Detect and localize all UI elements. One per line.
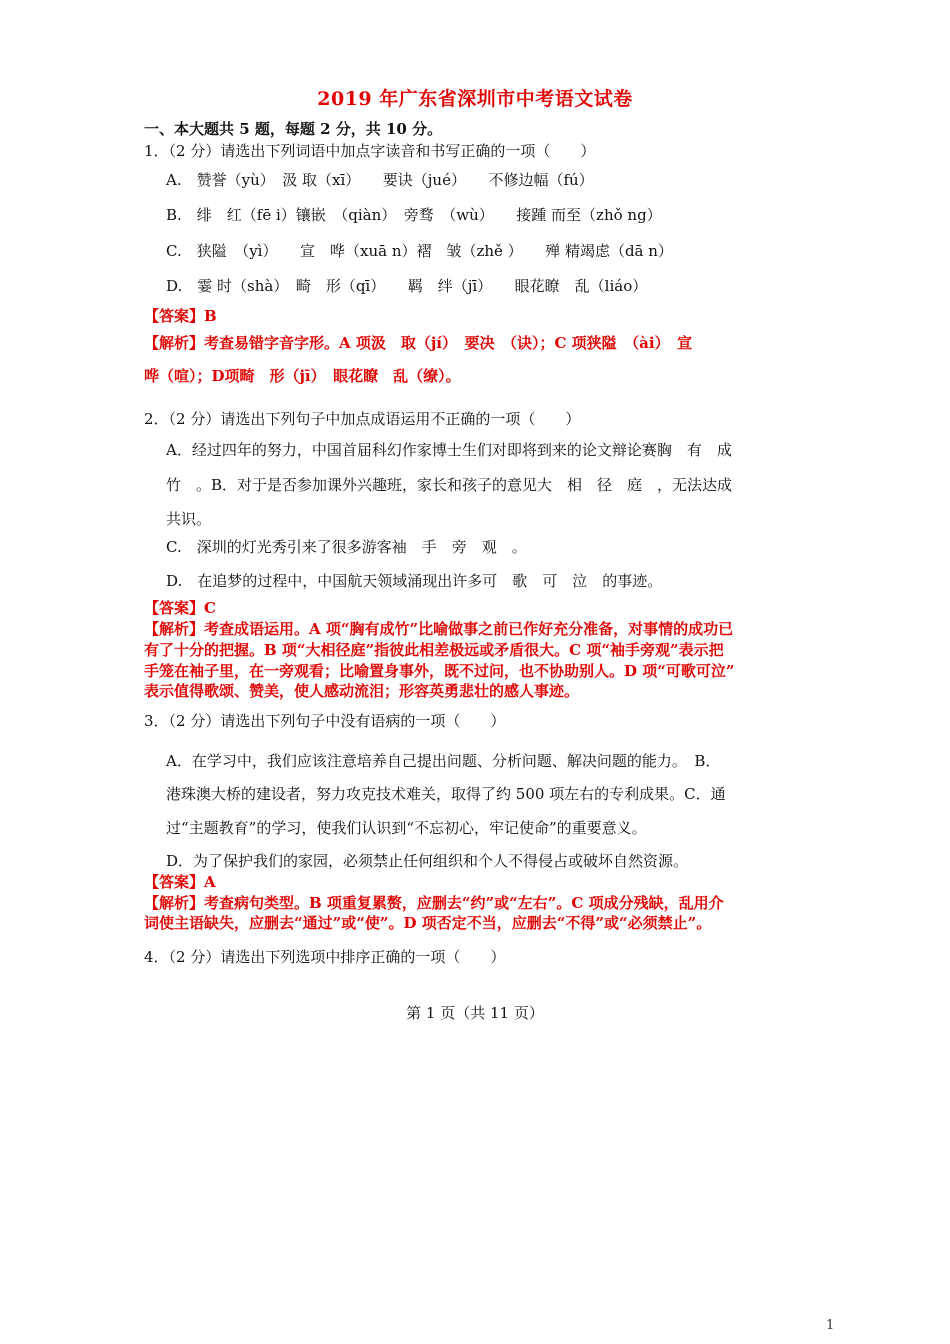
question-1-analysis-cont: 哗（喧）；D项畸 形（jī） 眼花瞭 乱（缭）。 (144, 367, 461, 385)
question-3-answer: 【答案】A (144, 873, 216, 891)
question-1-answer: 【答案】B (144, 307, 217, 325)
question-2-option-c: C. 深圳的灯光秀引来了很多游客袖 手 旁 观 。 (166, 538, 527, 556)
question-1-analysis: 【解析】考查易错字音字形。A 项汲 取（jí） 要决 （诀）；C 项狭隘 （ài） 宣 (144, 334, 693, 352)
question-4-stem: 4．（2 分）请选出下列选项中排序正确的一项（ ） (144, 948, 506, 966)
page-footer: 第 1 页（共 11 页） (406, 1004, 544, 1022)
question-3-analysis: 【解析】考查病句类型。B 项重复累赘，应删去“约”或“左右”。C 项成分残缺，乱用介 (144, 894, 724, 912)
question-2-option-a: A．经过四年的努力，中国首届科幻作家博士生们对即将到来的论文辩论赛胸 有 成 (166, 441, 732, 459)
question-2-option-a-end: 共识。 (166, 510, 212, 528)
question-2-analysis-cont: 手笼在袖子里，在一旁观看；比喻置身事外，既不过问，也不协助别人。D 项“可歌可泣” (144, 662, 735, 680)
question-1-option-d: D. 霎 时（shà） 畸 形（qī） 羁 绊（jī） 眼花瞭 乱（liáo） (166, 277, 648, 295)
question-2-stem: 2．（2 分）请选出下列句子中加点成语运用不正确的一项（ ） (144, 410, 581, 428)
question-2-option-d: D. 在追梦的过程中，中国航天领域涌现出许多可 歌 可 泣 的事迹。 (166, 572, 663, 590)
page-number: 1 (826, 1318, 835, 1333)
question-3-option-c: 过“主题教育”的学习，使我们认识到“不忘初心，牢记使命”的重要意义。 (166, 819, 647, 837)
question-3-stem: 3．（2 分）请选出下列句子中没有语病的一项（ ） (144, 712, 506, 730)
question-1-stem: 1．（2 分）请选出下列词语中加点字读音和书写正确的一项（ ） (144, 142, 596, 160)
question-2-answer: 【答案】C (144, 599, 216, 617)
question-1-option-b: B. 绯 红（fē i）镶嵌 （qiàn） 旁骛 （wù） 接踵 而至（zhǒ ng） (166, 206, 662, 224)
question-1-option-c: C. 狭隘 （yì） 宣 哗（xuā n）褶 皱（zhě ） 殚 精竭虑（dā n） (166, 242, 673, 260)
question-3-analysis-cont: 词使主语缺失，应删去“通过”或“使”。D 项否定不当，应删去“不得”或“必须禁止”。 (144, 914, 712, 932)
question-3-option-b: 港珠澳大桥的建设者，努力攻克技术难关，取得了约 500 项左右的专利成果。C．通 (166, 785, 726, 803)
question-2-option-a-cont: 竹 。B．对于是否参加课外兴趣班，家长和孩子的意见大 相 径 庭 ，无法达成 (166, 476, 733, 494)
question-3-option-d: D．为了保护我们的家园，必须禁止任何组织和个人不得侵占或破坏自然资源。 (166, 852, 689, 870)
question-3-option-a: A．在学习中，我们应该注意培养自己提出问题、分析问题、解决问题的能力。 B． (166, 752, 721, 770)
page-title: 2019 年广东省深圳市中考语文试卷 (317, 88, 633, 110)
question-1-option-a: A. 赞誉（yù） 汲 取（xī） 要诀（jué） 不修边幅（fú） (166, 171, 594, 189)
question-2-analysis: 【解析】考查成语运用。A 项“胸有成竹”比喻做事之前已作好充分准备，对事情的成功已 (144, 620, 734, 638)
section-heading: 一、本大题共 5 题，每题 2 分，共 10 分。 (144, 120, 443, 138)
question-2-analysis-end: 表示值得歌颂、赞美，使人感动流泪；形容英勇悲壮的感人事迹。 (144, 682, 580, 700)
question-2-analysis-cont: 有了十分的把握。B 项“大相径庭”指彼此相差极远或矛盾很大。C 项“袖手旁观”表示把 (144, 641, 724, 659)
